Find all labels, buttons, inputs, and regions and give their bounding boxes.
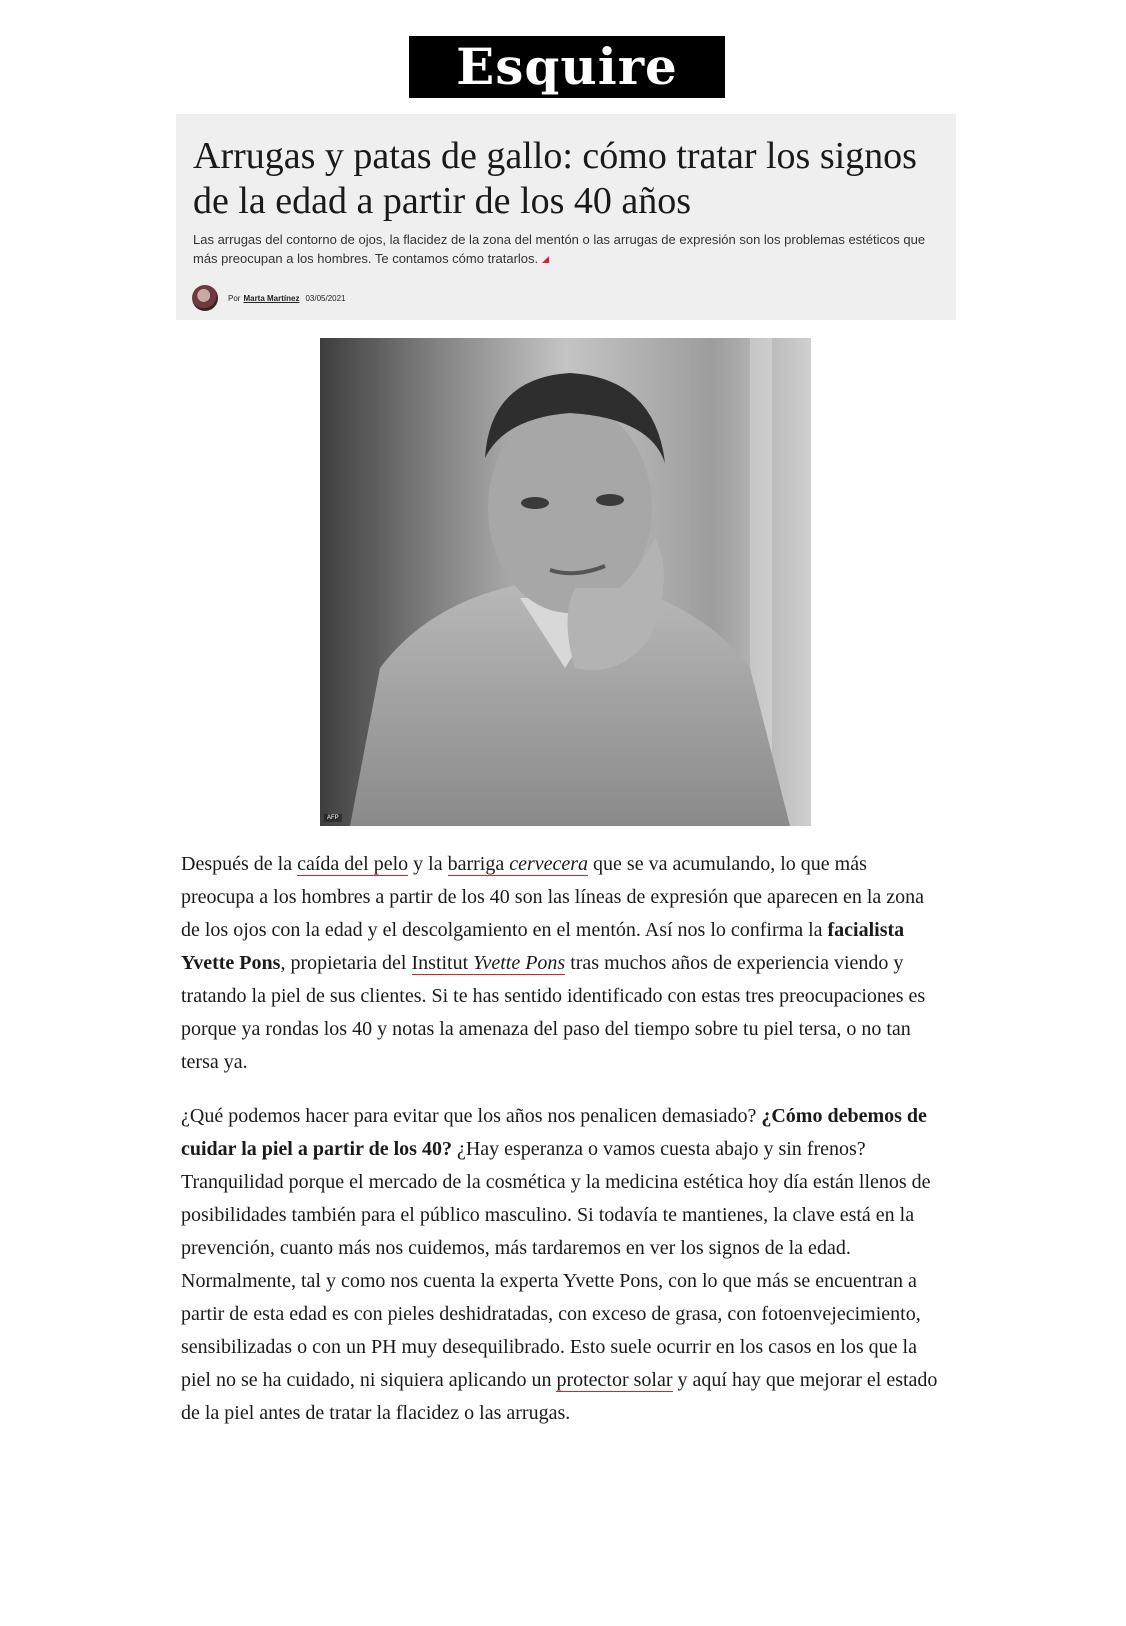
author-link[interactable]: Marta Martínez xyxy=(243,293,300,303)
article-title: Arrugas y patas de gallo: cómo tratar los signos de la edad a partir de los 40 años xyxy=(193,135,917,222)
p1-bold-facialista: facialista Yvette Pons xyxy=(181,919,905,974)
article-body xyxy=(181,848,941,1451)
p1-text-1: Después de la xyxy=(181,853,298,875)
link-caida-del-pelo[interactable]: caída del pelo xyxy=(297,853,409,875)
link-institut-yvette-pons[interactable] xyxy=(412,952,566,975)
author-avatar[interactable] xyxy=(192,285,218,311)
photo-credit: AFP xyxy=(324,814,342,822)
dek-end-mark-icon xyxy=(542,256,549,263)
lead-photo xyxy=(320,338,811,826)
p2-text-3: y aquí hay que mejorar el estado de la piel antes de tratar la flacidez o las arrugas. xyxy=(181,1369,938,1424)
link-barriga-cervecera[interactable] xyxy=(448,853,588,876)
esquire-logo[interactable]: Esquire xyxy=(409,36,725,98)
link-cervecera-text: cervecera xyxy=(509,853,589,875)
link-institut-text: Institut xyxy=(411,952,474,974)
dek-text: Las arrugas del contorno de ojos, la flacidez de la zona del mentón o las arrugas de expresión son los problemas estéticos que más preocupan a los hombres. Te contamos cómo tratarlos. xyxy=(193,232,926,266)
article-header xyxy=(176,114,956,320)
byline-prefix: Por xyxy=(228,293,241,303)
lead-photo-illustration xyxy=(320,338,811,826)
p1-text-2: y la xyxy=(408,853,448,875)
p1-text-5: tras muchos años de experiencia viendo y tratando la piel de sus clientes. Si te has sentido identificado con estas tres preocupaciones es porque ya rondas los 40 y notas la amenaza del paso del tiempo sobre tu piel tersa, o no tan tersa ya. xyxy=(181,952,926,1073)
publish-date: 03/05/2021 xyxy=(305,293,346,303)
p2-text-2: ¿Hay esperanza o vamos cuesta abajo y sin frenos? Tranquilidad porque el mercado de la cosmética y la medicina estética hoy día están llenos de posibilidades también para el público masculino. Si todavía te mantienes, la clave está en la prevención, cuanto más nos cuidemos, más tardaremos en ver los signos de la edad. Normalmente, tal y como nos cuenta la experta Yvette Pons, con lo que más se encuentran a partir de esta edad es con pieles deshidratadas, con exceso de grasa, con fotoenvejecimiento, sensibilizadas o con un PH muy desequilibrado. Esto suele ocurrir en los casos en los que la piel no se ha cuidado, ni siquiera aplicando un xyxy=(181,1138,931,1391)
p2-text-1: ¿Qué podemos hacer para evitar que los años nos penalicen demasiado? xyxy=(181,1105,762,1127)
article-dek xyxy=(193,230,933,268)
link-protector-solar[interactable]: protector solar xyxy=(556,1369,673,1391)
byline xyxy=(192,284,346,312)
p1-text-3: que se va acumulando, lo que más preocupa a los hombres a partir de los 40 son las líneas de expresión que aparecen en la zona de los ojos con la edad y el descolgamiento en el mentón. Así nos lo confirma la xyxy=(181,853,925,941)
paragraph-1 xyxy=(181,848,941,1079)
p1-text-4: , propietaria del xyxy=(280,952,412,974)
link-yvette-pons-text: Yvette Pons xyxy=(473,952,566,974)
paragraph-2 xyxy=(181,1100,941,1430)
link-barriga-text: barriga xyxy=(447,853,510,875)
p2-bold-question: ¿Cómo debemos de cuidar la piel a partir de los 40? xyxy=(181,1105,927,1160)
